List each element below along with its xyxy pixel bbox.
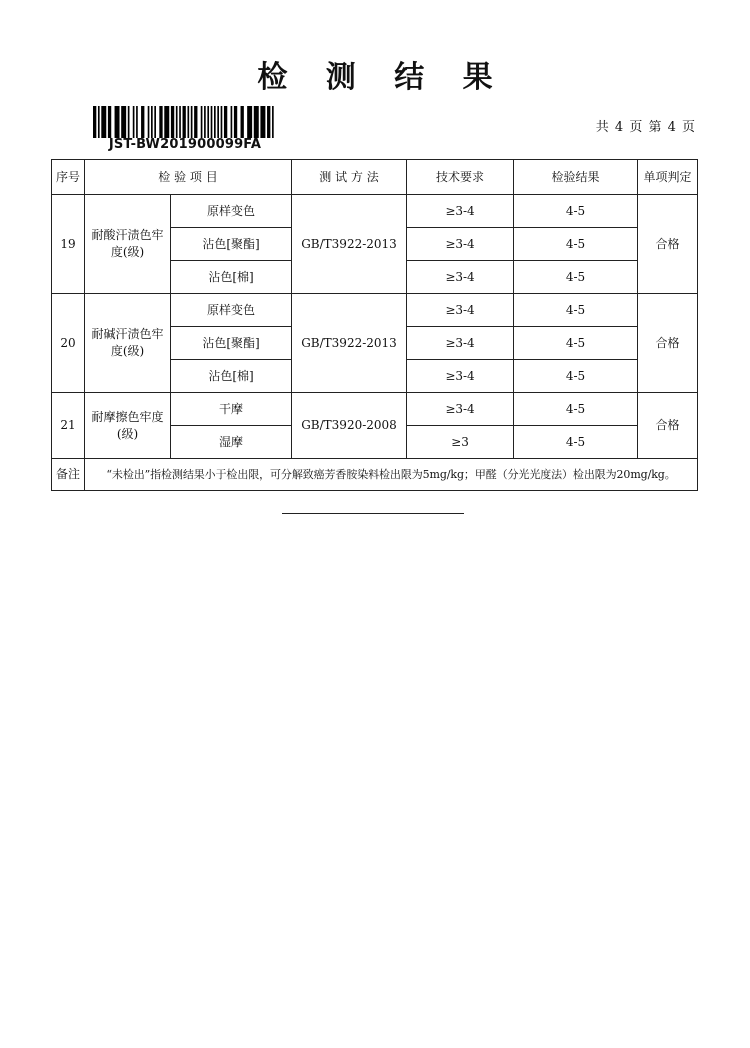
row-method: GB/T3922-2013 [292, 294, 407, 393]
row-verdict: 合格 [638, 294, 698, 393]
row-item: 耐碱汗渍色牢度(级) [85, 294, 171, 393]
row-verdict: 合格 [638, 195, 698, 294]
remark-row [52, 459, 698, 491]
row-subitem: 湿摩 [171, 426, 292, 459]
table-header-row [52, 160, 698, 195]
row-result: 4-5 [514, 360, 638, 393]
row-item: 耐酸汗渍色牢度(级) [85, 195, 171, 294]
row-requirement: ≥3-4 [407, 327, 514, 360]
table-row [52, 393, 698, 426]
row-subitem: 原样变色 [171, 294, 292, 327]
row-method: GB/T3920-2008 [292, 393, 407, 459]
row-result: 4-5 [514, 228, 638, 261]
page-title: 检 测 结 果 [257, 60, 507, 95]
row-requirement: ≥3-4 [407, 294, 514, 327]
row-requirement: ≥3-4 [407, 360, 514, 393]
header-method: 测 试 方 法 [292, 160, 407, 195]
table-row [52, 294, 698, 327]
row-subitem: 干摩 [171, 393, 292, 426]
row-verdict: 合格 [638, 393, 698, 459]
row-seq: 20 [52, 294, 85, 393]
row-subitem: 沾色[棉] [171, 360, 292, 393]
row-subitem: 沾色[棉] [171, 261, 292, 294]
row-subitem: 沾色[聚酯] [171, 228, 292, 261]
row-subitem: 原样变色 [171, 195, 292, 228]
results-table [51, 159, 698, 491]
remark-text: “未检出”指检测结果小于检出限，可分解致癌芳香胺染料检出限为5mg/kg；甲醛（分光光度法）检出限为20mg/kg。 [85, 459, 698, 491]
table-row [52, 195, 698, 228]
row-requirement: ≥3-4 [407, 228, 514, 261]
row-requirement: ≥3 [407, 426, 514, 459]
header-item: 检 验 项 目 [85, 160, 292, 195]
row-subitem: 沾色[聚酯] [171, 327, 292, 360]
row-result: 4-5 [514, 261, 638, 294]
row-requirement: ≥3-4 [407, 261, 514, 294]
row-result: 4-5 [514, 393, 638, 426]
row-result: 4-5 [514, 195, 638, 228]
header-seq: 序号 [52, 160, 85, 195]
row-seq: 21 [52, 393, 85, 459]
barcode-image [93, 106, 277, 138]
page-number-info: 共 4 页 第 4 页 [595, 120, 695, 135]
barcode-number: JST-BW201900099FA [108, 137, 262, 152]
row-item: 耐摩擦色牢度(级) [85, 393, 171, 459]
row-requirement: ≥3-4 [407, 195, 514, 228]
row-result: 4-5 [514, 294, 638, 327]
remark-label: 备注 [52, 459, 85, 491]
row-requirement: ≥3-4 [407, 393, 514, 426]
header-verdict: 单项判定 [638, 160, 698, 195]
end-divider [282, 513, 464, 514]
row-seq: 19 [52, 195, 85, 294]
row-result: 4-5 [514, 327, 638, 360]
row-result: 4-5 [514, 426, 638, 459]
header-requirement: 技术要求 [407, 160, 514, 195]
row-method: GB/T3922-2013 [292, 195, 407, 294]
header-result: 检验结果 [514, 160, 638, 195]
